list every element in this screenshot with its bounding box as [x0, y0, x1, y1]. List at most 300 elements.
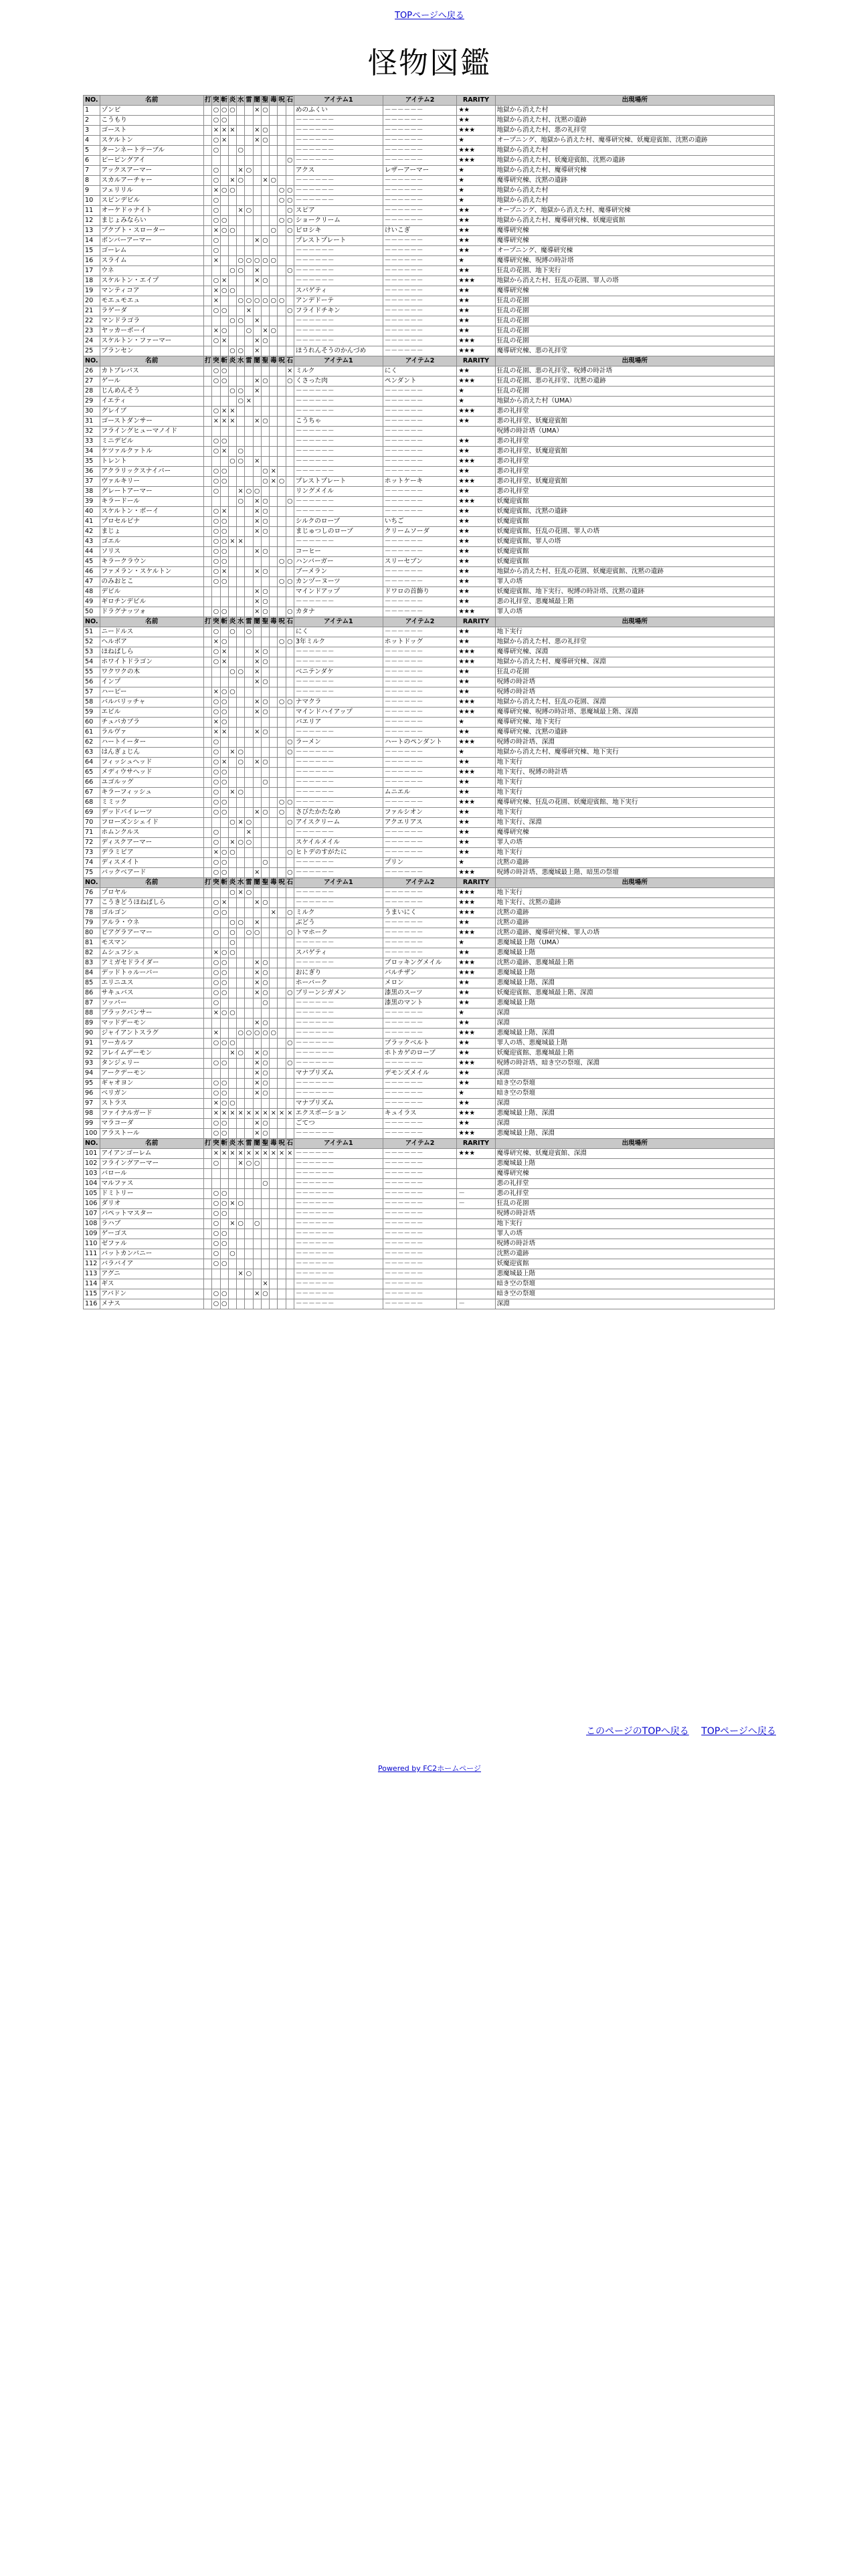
table-cell [286, 467, 294, 477]
table-cell: ○ [212, 146, 220, 156]
table-cell: 地獄から消えた村、妖魔迎賓館、沈黙の遺跡 [495, 156, 774, 166]
table-cell: メディウサヘッド [100, 768, 203, 778]
table-cell [278, 246, 286, 256]
table-cell: －－－－－－ [294, 457, 383, 467]
table-cell: 狂乱の花園、悪の礼拝堂、呪縛の時計塔 [495, 366, 774, 377]
table-cell [228, 607, 236, 617]
table-cell [270, 888, 278, 898]
table-cell [261, 196, 269, 206]
table-cell: パルチザン [383, 968, 456, 978]
table-cell: × [220, 507, 228, 517]
table-cell [253, 908, 261, 918]
table-cell: －－－－－－ [294, 256, 383, 266]
table-cell [237, 687, 245, 697]
table-cell: 22 [84, 316, 100, 326]
table-cell [212, 888, 220, 898]
table-cell: －－－－－－ [383, 437, 456, 447]
table-cell: ○ [220, 1289, 228, 1299]
table-cell: ○ [212, 1229, 220, 1239]
table-cell [457, 1169, 495, 1179]
table-cell: ○ [237, 346, 245, 356]
table-cell [278, 1229, 286, 1239]
table-cell [286, 547, 294, 557]
top-page-link-bottom[interactable]: TOPページへ戻る [701, 1726, 776, 1737]
table-cell: ○ [270, 226, 278, 236]
table-cell [253, 477, 261, 487]
table-cell: ○ [220, 958, 228, 968]
table-cell [212, 1069, 220, 1079]
table-cell [203, 1269, 211, 1279]
table-cell: ほうれんそうのかんづめ [294, 346, 383, 356]
table-cell [203, 186, 211, 196]
table-row [84, 938, 775, 948]
table-cell: ○ [220, 637, 228, 647]
table-cell: 罪人の塔 [495, 577, 774, 587]
table-cell: × [212, 728, 220, 738]
table-cell: ○ [212, 106, 220, 116]
table-cell: ○ [261, 647, 269, 657]
table-cell [278, 1189, 286, 1199]
table-row [84, 577, 775, 587]
table-cell: ○ [261, 1089, 269, 1099]
table-cell: × [278, 1149, 286, 1159]
table-cell [278, 728, 286, 738]
table-cell: ドミトリー [100, 1189, 203, 1199]
table-row [84, 366, 775, 377]
table-cell: 深淵 [495, 1099, 774, 1109]
table-cell [203, 1169, 211, 1179]
table-cell [220, 346, 228, 356]
table-cell [237, 697, 245, 708]
table-cell: ○ [237, 758, 245, 768]
table-cell: × [212, 417, 220, 427]
table-cell: 6 [84, 156, 100, 166]
table-cell: × [261, 176, 269, 186]
table-row [84, 176, 775, 186]
table-row [84, 1229, 775, 1239]
table-cell: ○ [228, 818, 236, 828]
table-cell: －－－－－－ [383, 1149, 456, 1159]
table-cell [245, 687, 253, 697]
table-cell: ○ [278, 477, 286, 487]
table-cell: －－－－－－ [294, 868, 383, 878]
column-header: 毒 [270, 96, 278, 106]
table-cell: ○ [286, 818, 294, 828]
column-header: 名前 [100, 356, 203, 366]
table-cell [270, 236, 278, 246]
table-cell: ○ [261, 256, 269, 266]
table-cell [203, 808, 211, 818]
table-cell [220, 497, 228, 507]
table-cell: 4 [84, 136, 100, 146]
table-cell [228, 968, 236, 978]
table-cell: レザーアーマー [383, 166, 456, 176]
table-cell [220, 677, 228, 687]
table-cell [286, 1269, 294, 1279]
table-cell: －－－－－－ [383, 116, 456, 126]
table-cell [253, 577, 261, 587]
column-header: 炎 [228, 1139, 236, 1149]
table-cell: 15 [84, 246, 100, 256]
table-row [84, 1039, 775, 1049]
table-row [84, 437, 775, 447]
table-cell [245, 336, 253, 346]
table-cell: インプ [100, 677, 203, 687]
table-cell: アックスアーマー [100, 166, 203, 176]
table-cell: ○ [286, 196, 294, 206]
powered-by [0, 1763, 859, 1774]
table-row [84, 1249, 775, 1259]
table-cell: ○ [220, 1239, 228, 1249]
table-cell: ★★★ [457, 407, 495, 417]
table-cell [253, 286, 261, 296]
table-cell: クリームソーダ [383, 527, 456, 537]
table-cell: ○ [286, 186, 294, 196]
table-cell [286, 527, 294, 537]
column-header: 突 [212, 878, 220, 888]
table-cell [203, 718, 211, 728]
table-cell [286, 687, 294, 697]
table-cell: × [245, 306, 253, 316]
table-cell [286, 1279, 294, 1289]
table-cell: さびたかたなめ [294, 808, 383, 818]
table-cell: 20 [84, 296, 100, 306]
table-cell [286, 768, 294, 778]
table-cell: 7 [84, 166, 100, 176]
table-cell: ○ [212, 798, 220, 808]
column-header: アイテム1 [294, 617, 383, 627]
table-cell: ○ [220, 1089, 228, 1099]
table-row [84, 647, 775, 657]
table-cell [261, 868, 269, 878]
table-row [84, 146, 775, 156]
table-cell [203, 437, 211, 447]
table-cell: 73 [84, 848, 100, 858]
table-cell [286, 1179, 294, 1189]
table-cell [245, 156, 253, 166]
table-cell: ○ [220, 1209, 228, 1219]
table-cell [245, 768, 253, 778]
table-cell: エクスポーション [294, 1109, 383, 1119]
table-cell [220, 1169, 228, 1179]
table-cell: 暗き空の祭壇 [495, 1279, 774, 1289]
table-cell [261, 116, 269, 126]
table-cell [237, 286, 245, 296]
table-cell [270, 196, 278, 206]
table-cell: ○ [220, 216, 228, 226]
table-cell: ★★★ [457, 657, 495, 667]
table-row [84, 487, 775, 497]
table-cell: × [270, 908, 278, 918]
table-cell: －－－－－－ [383, 708, 456, 718]
table-cell [228, 978, 236, 988]
table-cell [245, 186, 253, 196]
table-cell [237, 1209, 245, 1219]
table-cell [278, 948, 286, 958]
table-cell: ★★★ [457, 697, 495, 708]
table-row [84, 928, 775, 938]
table-cell [245, 457, 253, 467]
table-cell: × [253, 497, 261, 507]
table-cell [237, 1169, 245, 1179]
table-cell: 84 [84, 968, 100, 978]
top-page-link[interactable]: TOPページへ戻る [395, 11, 464, 21]
table-cell: のみおとこ [100, 577, 203, 587]
table-cell [253, 998, 261, 1008]
table-cell: トレント [100, 457, 203, 467]
table-cell: ○ [212, 216, 220, 226]
column-header: 名前 [100, 1139, 203, 1149]
table-cell: ○ [261, 567, 269, 577]
table-cell: チュパカブラ [100, 718, 203, 728]
table-cell: ★ [457, 1008, 495, 1018]
table-row [84, 206, 775, 216]
table-cell [253, 186, 261, 196]
table-cell: バットカンパニー [100, 1249, 203, 1259]
table-cell: タンジェリー [100, 1059, 203, 1069]
table-cell [270, 487, 278, 497]
table-cell: ○ [261, 597, 269, 607]
table-cell: ★ [457, 387, 495, 397]
table-cell: ★★★ [457, 708, 495, 718]
table-row [84, 346, 775, 356]
table-cell [278, 1049, 286, 1059]
table-cell: －－－－－－ [294, 938, 383, 948]
table-cell: ○ [220, 697, 228, 708]
table-cell [253, 226, 261, 236]
table-cell [237, 768, 245, 778]
table-cell: ★★ [457, 226, 495, 236]
table-cell [203, 487, 211, 497]
column-header: 水 [237, 617, 245, 627]
table-cell [220, 487, 228, 497]
table-cell: －－－－－－ [383, 1129, 456, 1139]
table-cell [245, 1219, 253, 1229]
table-cell: ○ [212, 276, 220, 286]
column-header: アイテム2 [383, 356, 456, 366]
table-cell [203, 768, 211, 778]
table-cell: ★★ [457, 687, 495, 697]
table-cell: ○ [253, 256, 261, 266]
table-cell: ○ [261, 778, 269, 788]
table-cell [286, 1289, 294, 1299]
table-cell [261, 1189, 269, 1199]
table-cell [203, 1119, 211, 1129]
table-cell: －－－－－－ [383, 1179, 456, 1189]
table-cell [220, 1269, 228, 1279]
column-header: 石 [286, 356, 294, 366]
table-cell [261, 246, 269, 256]
table-cell: × [212, 1029, 220, 1039]
table-cell: 地下実行 [495, 758, 774, 768]
table-cell [270, 587, 278, 597]
table-cell: リングメイル [294, 487, 383, 497]
table-cell: ★★★ [457, 126, 495, 136]
table-cell [245, 1059, 253, 1069]
table-cell [278, 256, 286, 266]
table-cell: まじょみならい [100, 216, 203, 226]
table-cell: ホーバーク [294, 978, 383, 988]
table-cell [270, 1079, 278, 1089]
table-row [84, 447, 775, 457]
table-cell: ○ [261, 276, 269, 286]
table-cell: ○ [220, 547, 228, 557]
table-cell: スケルトン・ボーイ [100, 507, 203, 517]
table-cell [245, 1259, 253, 1269]
table-cell [261, 1099, 269, 1109]
table-cell [270, 788, 278, 798]
table-row [84, 567, 775, 577]
table-cell [278, 1219, 286, 1229]
table-cell: ○ [261, 106, 269, 116]
table-row [84, 477, 775, 487]
table-cell: ○ [212, 467, 220, 477]
table-cell [270, 898, 278, 908]
table-cell [286, 336, 294, 346]
table-cell [245, 1099, 253, 1109]
table-cell: マッドデーモン [100, 1018, 203, 1029]
table-cell: ゲーゴス [100, 1229, 203, 1239]
table-cell [228, 567, 236, 577]
table-cell: ★ [457, 1089, 495, 1099]
powered-by-link[interactable]: Powered by FC2ホームページ [377, 1764, 482, 1773]
table-cell [286, 647, 294, 657]
table-cell [245, 126, 253, 136]
table-cell [245, 848, 253, 858]
table-cell: 56 [84, 677, 100, 687]
table-cell: ○ [228, 687, 236, 697]
table-cell: ベニテンダケ [294, 667, 383, 677]
table-cell [203, 978, 211, 988]
table-cell [220, 1249, 228, 1259]
table-cell: 地下実行 [495, 808, 774, 818]
table-cell: ○ [212, 657, 220, 667]
table-cell: 魔導研究棟 [495, 828, 774, 838]
table-cell: 1 [84, 106, 100, 116]
table-cell: × [237, 166, 245, 176]
table-row [84, 276, 775, 286]
table-cell: 罪人の塔、悪魔城最上階 [495, 1039, 774, 1049]
column-header: 聖 [261, 1139, 269, 1149]
table-cell: ★★★ [457, 1059, 495, 1069]
table-cell: ソリス [100, 547, 203, 557]
table-cell [278, 1129, 286, 1139]
column-header: 呪 [278, 1139, 286, 1149]
table-cell: －－－－－－ [383, 1229, 456, 1239]
table-cell: ★★★ [457, 1149, 495, 1159]
table-cell [245, 387, 253, 397]
table-cell: ○ [212, 708, 220, 718]
table-cell: －－－－－－ [383, 697, 456, 708]
table-cell [245, 788, 253, 798]
table-cell: 59 [84, 708, 100, 718]
table-cell [237, 848, 245, 858]
table-cell [286, 627, 294, 637]
table-cell [278, 758, 286, 768]
table-cell [261, 186, 269, 196]
table-cell [286, 718, 294, 728]
table-cell [261, 577, 269, 587]
table-cell [278, 858, 286, 868]
table-cell: 92 [84, 1049, 100, 1059]
table-cell [245, 978, 253, 988]
table-cell: ★★ [457, 537, 495, 547]
table-cell: ★★ [457, 808, 495, 818]
table-cell: アラストール [100, 1129, 203, 1139]
table-cell: ○ [212, 236, 220, 246]
table-cell: ★★★ [457, 497, 495, 507]
table-cell: × [220, 647, 228, 657]
table-cell [245, 1049, 253, 1059]
table-cell [270, 1159, 278, 1169]
table-cell [270, 718, 278, 728]
table-cell [286, 437, 294, 447]
column-header: 闇 [253, 878, 261, 888]
table-cell [237, 467, 245, 477]
table-cell: ★★ [457, 467, 495, 477]
table-cell [278, 487, 286, 497]
table-cell: 93 [84, 1059, 100, 1069]
table-row [84, 708, 775, 718]
table-cell: ○ [212, 858, 220, 868]
table-cell [245, 607, 253, 617]
table-cell: バロール [100, 1169, 203, 1179]
table-cell [228, 828, 236, 838]
table-cell: プリン [383, 858, 456, 868]
table-cell [286, 1018, 294, 1029]
table-cell [286, 346, 294, 356]
table-cell [278, 677, 286, 687]
table-cell: × [253, 597, 261, 607]
table-cell [245, 567, 253, 577]
table-cell [203, 687, 211, 697]
table-cell [228, 1229, 236, 1239]
table-cell: ○ [212, 176, 220, 186]
table-cell [203, 397, 211, 407]
table-cell: ○ [237, 387, 245, 397]
table-cell [253, 537, 261, 547]
table-cell [220, 196, 228, 206]
table-cell [253, 838, 261, 848]
monster-table-wrap [83, 95, 775, 1309]
table-cell: ★★ [457, 266, 495, 276]
table-cell: 108 [84, 1219, 100, 1229]
table-cell [270, 447, 278, 457]
table-cell [228, 998, 236, 1008]
table-cell: 悪の礼拝堂 [495, 487, 774, 497]
table-cell [270, 758, 278, 768]
table-cell: ○ [212, 336, 220, 346]
table-cell [245, 1039, 253, 1049]
table-row [84, 427, 775, 437]
table-cell [237, 527, 245, 537]
table-cell: ラーメン [294, 738, 383, 748]
table-cell: ディスクアーマー [100, 838, 203, 848]
table-cell: ○ [220, 577, 228, 587]
table-cell: ★★ [457, 557, 495, 567]
table-row [84, 296, 775, 306]
table-cell: ○ [212, 898, 220, 908]
table-cell: フローズンシェイド [100, 818, 203, 828]
table-cell: ★★★ [457, 146, 495, 156]
column-header: アイテム2 [383, 96, 456, 106]
table-cell: 呪縛の時計塔、深淵 [495, 738, 774, 748]
table-cell [237, 417, 245, 427]
table-cell [212, 667, 220, 677]
table-cell [228, 156, 236, 166]
column-header: アイテム2 [383, 617, 456, 627]
page-top-link[interactable]: このページのTOPへ戻る [586, 1726, 689, 1737]
